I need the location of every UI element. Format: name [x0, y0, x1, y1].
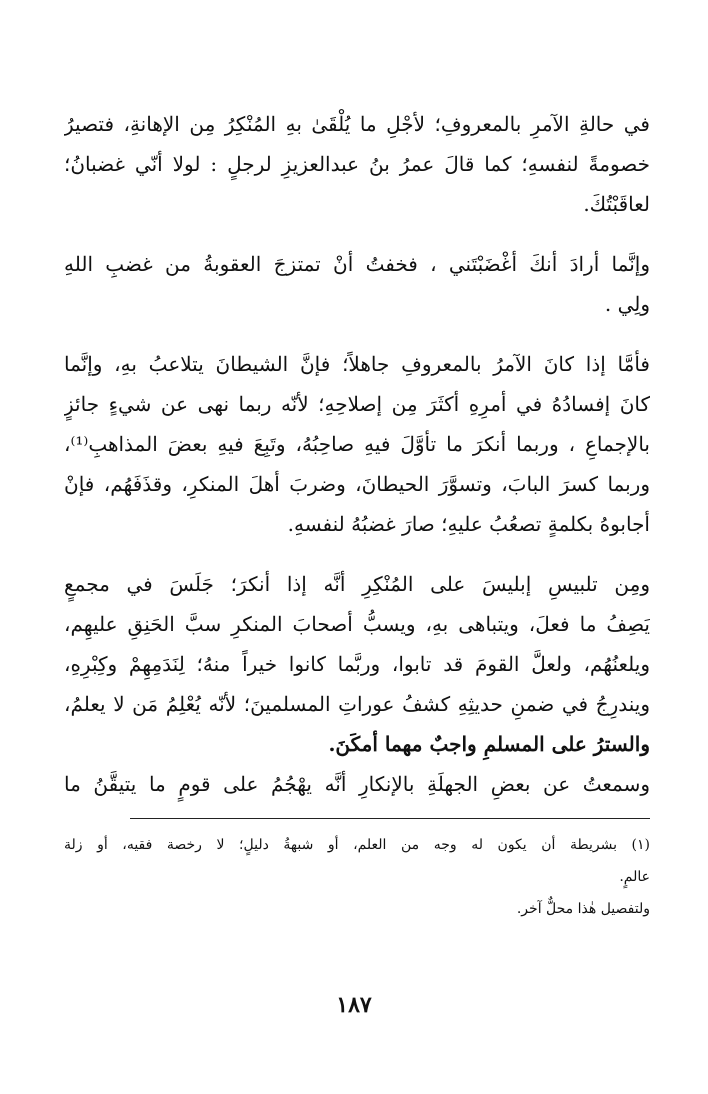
footnote-line: عالمٍ.: [619, 869, 650, 885]
text-line: فأمَّا إذا كانَ الآمرُ بالمعروفِ جاهلاً؛ فإنَّ الشيطانَ يتلاعبُ بهِ، وإنَّما: [64, 352, 650, 376]
page-number: ١٨٧: [336, 992, 372, 1018]
footnote-line: ولتفصيل هٰذا محلٌّ آخر.: [516, 901, 650, 917]
text-line: يَصِفُ ما فعلَ، ويتباهى بهِ، ويسبُّ أصحابَ المنكرِ سبَّ الحَنِقِ عليهِم،: [64, 612, 650, 636]
text-line: خصومةً لنفسهِ؛ كما قالَ عمرُ بنُ عبدالعزيزِ لرجلٍ : لولا أنّي غضبانُ؛: [64, 152, 650, 176]
footnote-line: (١) بشريطة أن يكون له وجه من العلم، أو شبهةُ دليلٍ؛ لا رخصة فقيه، أو زلة: [64, 837, 650, 853]
text-line: كانَ إفسادُهُ في أمرِهِ أكثَرَ مِن إصلاحِهِ؛ لأنّه ربما نهى عن شيءٍ جائزٍ: [64, 392, 650, 416]
text-line: وسمعتُ عن بعضِ الجهلَةِ بالإنكارِ أنَّه يهْجُمُ على قومٍ ما يتيقَّنُ ما: [64, 772, 650, 796]
text-line: وربما كسرَ البابَ، وتسوَّرَ الحيطانَ، وضربَ أهلَ المنكرِ، وقذَفَهُم، فإنْ: [64, 472, 650, 496]
footnotes: [64, 829, 650, 925]
paragraph-3: [64, 344, 650, 544]
main-text: [64, 104, 650, 804]
paragraph-4: [64, 564, 650, 764]
text-line: في حالةِ الآمرِ بالمعروفِ؛ لأجْلِ ما يُلْقَىٰ بهِ المُنْكِرُ مِن الإهانةِ، فتصيرُ: [64, 112, 650, 136]
text-line: ويلعنُهُم، ولعلَّ القومَ قد تابوا، وربَّما كانوا خيراً منهُ؛ لِنَدَمِهِمْ وكِبْرِهِ،: [64, 652, 650, 676]
text-line: ولِي .: [604, 292, 650, 316]
text-line: ويندرِجُ في ضمنِ حديثِهِ كشفُ عوراتِ المسلمينَ؛ لأنّه يُعْلِمُ مَن لا يعلمُ،: [64, 692, 650, 716]
bold-text-line: والسترُ على المسلمِ واجبٌ مهما أمكَنَ.: [328, 732, 650, 756]
paragraph-5: [64, 764, 650, 804]
text-line: بالإجماعِ ، وربما أنكرَ ما تأوَّلَ فيهِ صاحِبُهُ، وتَبِعَ فيهِ بعضَ المذاهبِ⁽¹⁾،: [64, 432, 650, 456]
paragraph-2: [64, 244, 650, 324]
text-line: ومِن تلبيسِ إبليسَ على المُنْكِرِ أنَّه إذا أنكرَ؛ جَلَسَ في مجمعٍ: [64, 572, 650, 596]
text-line: وإنَّما أرادَ أنكَ أغْضَبْتَني ، فخفتُ أنْ تمتزجَ العقوبةُ من غضبِ اللهِ: [64, 252, 650, 276]
paragraph-1: [64, 104, 650, 224]
text-line: لعاقَبْتُكَ.: [583, 192, 650, 216]
footnote-separator: [130, 818, 650, 819]
text-line: أجابوهُ بكلمةٍ تصعُبُ عليهِ؛ صارَ غضبُهُ لنفسهِ.: [287, 512, 650, 536]
